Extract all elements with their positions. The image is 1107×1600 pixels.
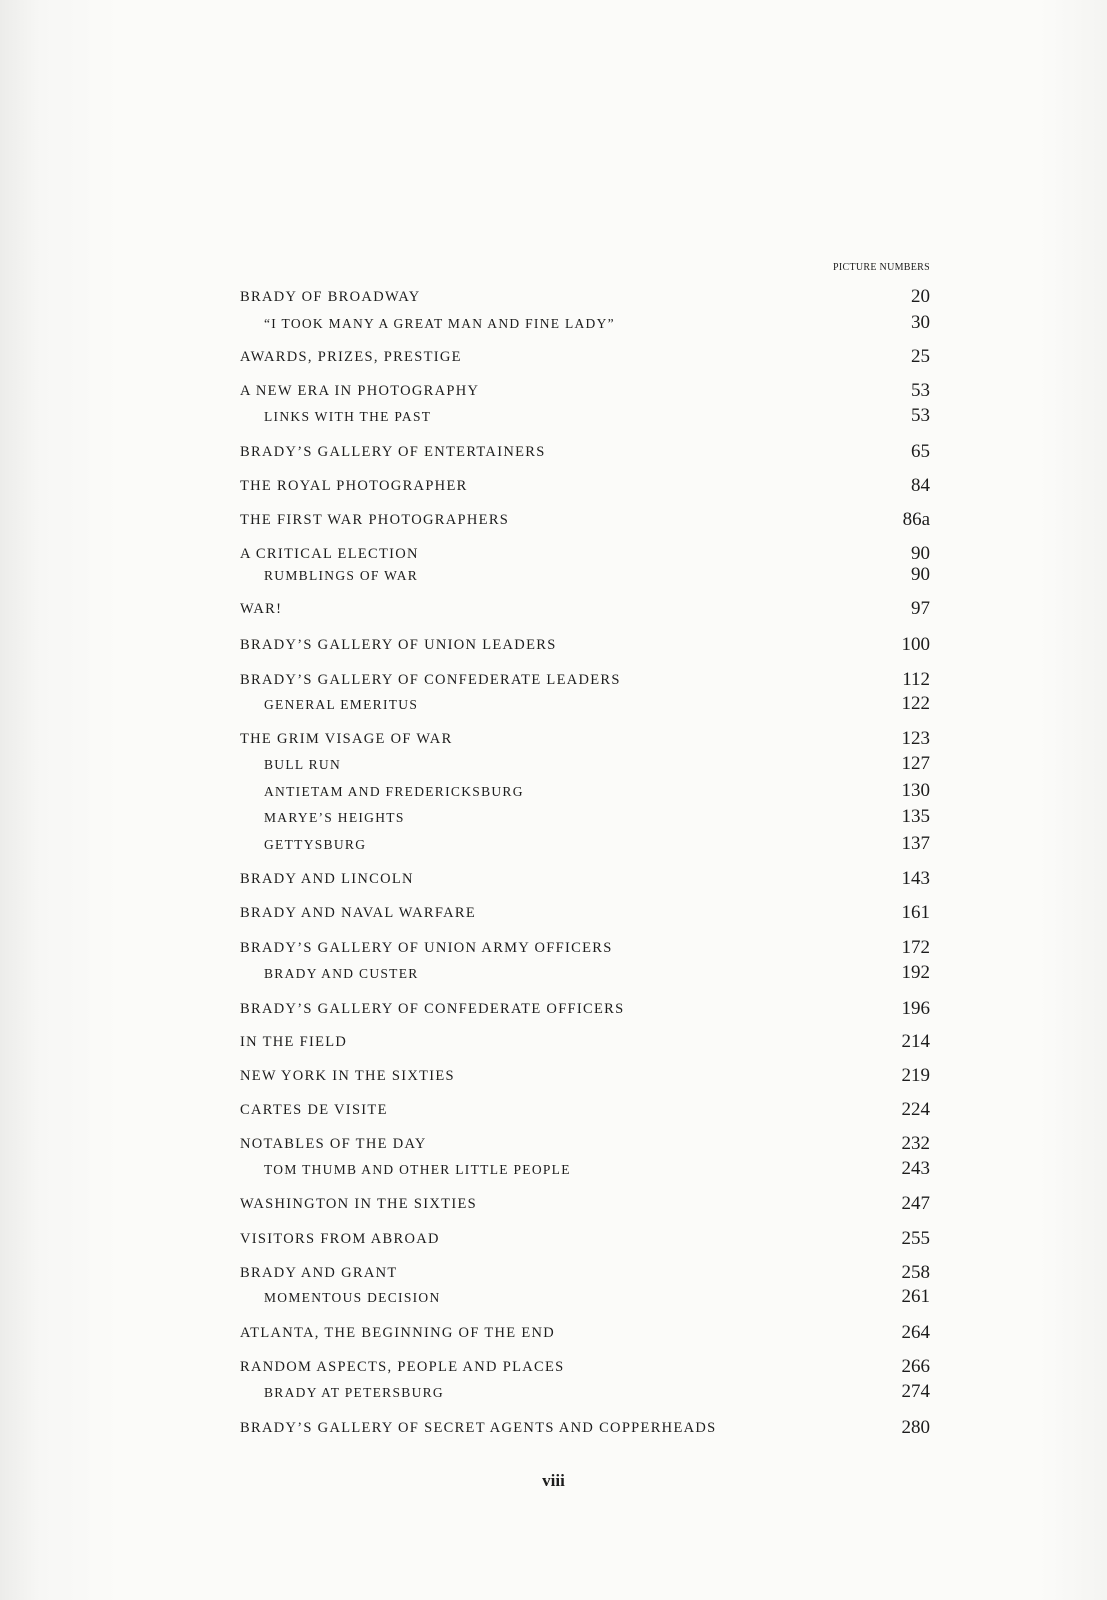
toc-entry-picture-number: 224: [901, 1099, 930, 1120]
toc-entry: [240, 1189, 930, 1213]
toc-entry-title: BRADY AND LINCOLN: [240, 871, 414, 887]
toc-entry-picture-number: 258: [901, 1262, 930, 1283]
toc-entry-title: THE ROYAL PHOTOGRAPHER: [240, 478, 468, 494]
toc-entry-picture-number: 214: [901, 1031, 930, 1052]
toc-entry: [240, 505, 930, 529]
toc-entry-title: TOM THUMB AND OTHER LITTLE PEOPLE: [264, 1162, 571, 1177]
toc-entry-picture-number: 65: [911, 441, 930, 462]
toc-entry-title: BRADY AND CUSTER: [264, 966, 419, 981]
toc-entry-picture-number: 130: [901, 780, 930, 801]
toc-entry-picture-number: 255: [901, 1228, 930, 1249]
toc-entry-title: BRADY OF BROADWAY: [240, 289, 421, 305]
toc-entry-title: BRADY’S GALLERY OF CONFEDERATE LEADERS: [240, 672, 621, 688]
toc-entry-picture-number: 53: [911, 380, 930, 401]
toc-entry-picture-number: 53: [911, 405, 930, 426]
toc-entry-title: RUMBLINGS OF WAR: [264, 568, 419, 583]
page-number: viii: [542, 1471, 565, 1490]
toc-entry-title: A CRITICAL ELECTION: [240, 546, 419, 562]
toc-entry-picture-number: 100: [901, 634, 930, 655]
toc-entry-picture-number: 84: [911, 475, 930, 496]
toc-entry-title: MARYE’S HEIGHTS: [264, 810, 405, 825]
toc-entry: [240, 342, 930, 366]
toc-entry: [240, 376, 930, 400]
toc-entry: [240, 282, 930, 306]
toc-entry-title: A NEW ERA IN PHOTOGRAPHY: [240, 383, 480, 399]
toc-entry-title: BRADY’S GALLERY OF UNION ARMY OFFICERS: [240, 940, 613, 956]
toc-entry-picture-number: 127: [901, 753, 930, 774]
toc-entry: [240, 471, 930, 495]
toc-subentry: [240, 308, 930, 332]
toc-entry-picture-number: 161: [901, 902, 930, 923]
toc-entry: [240, 630, 930, 654]
toc-entry-picture-number: 264: [901, 1322, 930, 1343]
toc-entry-title: BRADY AT PETERSBURG: [264, 1385, 444, 1400]
toc-entry: [240, 864, 930, 888]
toc-entry-picture-number: 90: [911, 543, 930, 564]
toc-subentry: [240, 776, 930, 800]
toc-subentry: [240, 1377, 930, 1401]
toc-entry-title: AWARDS, PRIZES, PRESTIGE: [240, 349, 462, 365]
toc-entry-picture-number: 123: [901, 728, 930, 749]
toc-subentry: [240, 1282, 930, 1306]
toc-entry-title: “I TOOK MANY A GREAT MAN AND FINE LADY”: [264, 316, 615, 331]
toc-entry-picture-number: 261: [901, 1286, 930, 1307]
toc-entry-title: IN THE FIELD: [240, 1034, 348, 1050]
toc-entry-title: WASHINGTON IN THE SIXTIES: [240, 1196, 477, 1212]
toc-entry-title: MOMENTOUS DECISION: [264, 1290, 441, 1305]
toc-entry-picture-number: 20: [911, 286, 930, 307]
toc-entry-title: RANDOM ASPECTS, PEOPLE AND PLACES: [240, 1359, 565, 1375]
toc-subentry: [240, 1154, 930, 1178]
toc-subentry: [240, 401, 930, 425]
toc-entry: [240, 933, 930, 957]
toc-entry-title: WAR!: [240, 601, 283, 617]
toc-entry-title: BRADY’S GALLERY OF CONFEDERATE OFFICERS: [240, 1001, 625, 1017]
toc-entry-title: GETTYSBURG: [264, 837, 367, 852]
toc-entry-title: GENERAL EMERITUS: [264, 697, 419, 712]
toc-entry-picture-number: 243: [901, 1158, 930, 1179]
toc-entry-picture-number: 266: [901, 1356, 930, 1377]
toc-entry-title: BRADY’S GALLERY OF SECRET AGENTS AND COPPERHEADS: [240, 1420, 717, 1436]
toc-entry: [240, 594, 930, 618]
toc-entry-picture-number: 30: [911, 312, 930, 333]
toc-entry-title: BRADY AND NAVAL WARFARE: [240, 905, 477, 921]
toc-entry-picture-number: 90: [911, 564, 930, 585]
toc-subentry: [240, 689, 930, 713]
toc-entry: [240, 1318, 930, 1342]
toc-entry-picture-number: 280: [901, 1417, 930, 1438]
toc-entry-title: BRADY’S GALLERY OF ENTERTAINERS: [240, 444, 546, 460]
toc-entry: [240, 994, 930, 1018]
toc-entry-picture-number: 122: [901, 693, 930, 714]
toc-entry-title: NEW YORK IN THE SIXTIES: [240, 1068, 455, 1084]
toc-entry: [240, 665, 930, 689]
toc-subentry: [240, 749, 930, 773]
toc-entry: [240, 1095, 930, 1119]
toc-entry-picture-number: 192: [901, 962, 930, 983]
toc-entry-title: THE GRIM VISAGE OF WAR: [240, 731, 453, 747]
toc-entry-picture-number: 172: [901, 937, 930, 958]
toc-entry-title: LINKS WITH THE PAST: [264, 409, 432, 424]
toc-entry-title: VISITORS FROM ABROAD: [240, 1231, 440, 1247]
toc-entry-title: ATLANTA, THE BEGINNING OF THE END: [240, 1325, 556, 1341]
toc-entry: [240, 437, 930, 461]
toc-entry: [240, 1129, 930, 1153]
toc-entry-title: BULL RUN: [264, 757, 342, 772]
toc-entry-title: BRADY’S GALLERY OF UNION LEADERS: [240, 637, 557, 653]
toc-entry-picture-number: 97: [911, 598, 930, 619]
toc-entry: [240, 724, 930, 748]
toc-entry-picture-number: 219: [901, 1065, 930, 1086]
toc-subentry: [240, 802, 930, 826]
toc-entry: [240, 898, 930, 922]
toc-entry: [240, 1061, 930, 1085]
toc-entry: [240, 1224, 930, 1248]
toc-subentry: [240, 829, 930, 853]
toc-entry-picture-number: 112: [902, 669, 930, 690]
toc-entry: [240, 1413, 930, 1437]
toc-entry-picture-number: 143: [901, 868, 930, 889]
toc-entry: [240, 1352, 930, 1376]
toc-entry-title: THE FIRST WAR PHOTOGRAPHERS: [240, 512, 510, 528]
picture-numbers-header: PICTURE NUMBERS: [832, 262, 930, 273]
toc-entry-title: CARTES DE VISITE: [240, 1102, 388, 1118]
toc-entry-picture-number: 25: [911, 346, 930, 367]
toc-entry: [240, 1258, 930, 1282]
toc-entry-picture-number: 135: [901, 806, 930, 827]
toc-entry-title: BRADY AND GRANT: [240, 1265, 398, 1281]
toc-entry-picture-number: 137: [901, 833, 930, 854]
toc-entry-title: ANTIETAM AND FREDERICKSBURG: [264, 784, 524, 799]
toc-subentry: [240, 560, 930, 584]
toc-entry-picture-number: 247: [901, 1193, 930, 1214]
toc-entry-picture-number: 86a: [902, 509, 930, 530]
toc-entry-picture-number: 232: [901, 1133, 930, 1154]
toc-entry-picture-number: 196: [901, 998, 930, 1019]
toc-entry: [240, 1027, 930, 1051]
toc-entry-picture-number: 274: [901, 1381, 930, 1402]
toc-entry-title: NOTABLES OF THE DAY: [240, 1136, 427, 1152]
toc-subentry: [240, 958, 930, 982]
